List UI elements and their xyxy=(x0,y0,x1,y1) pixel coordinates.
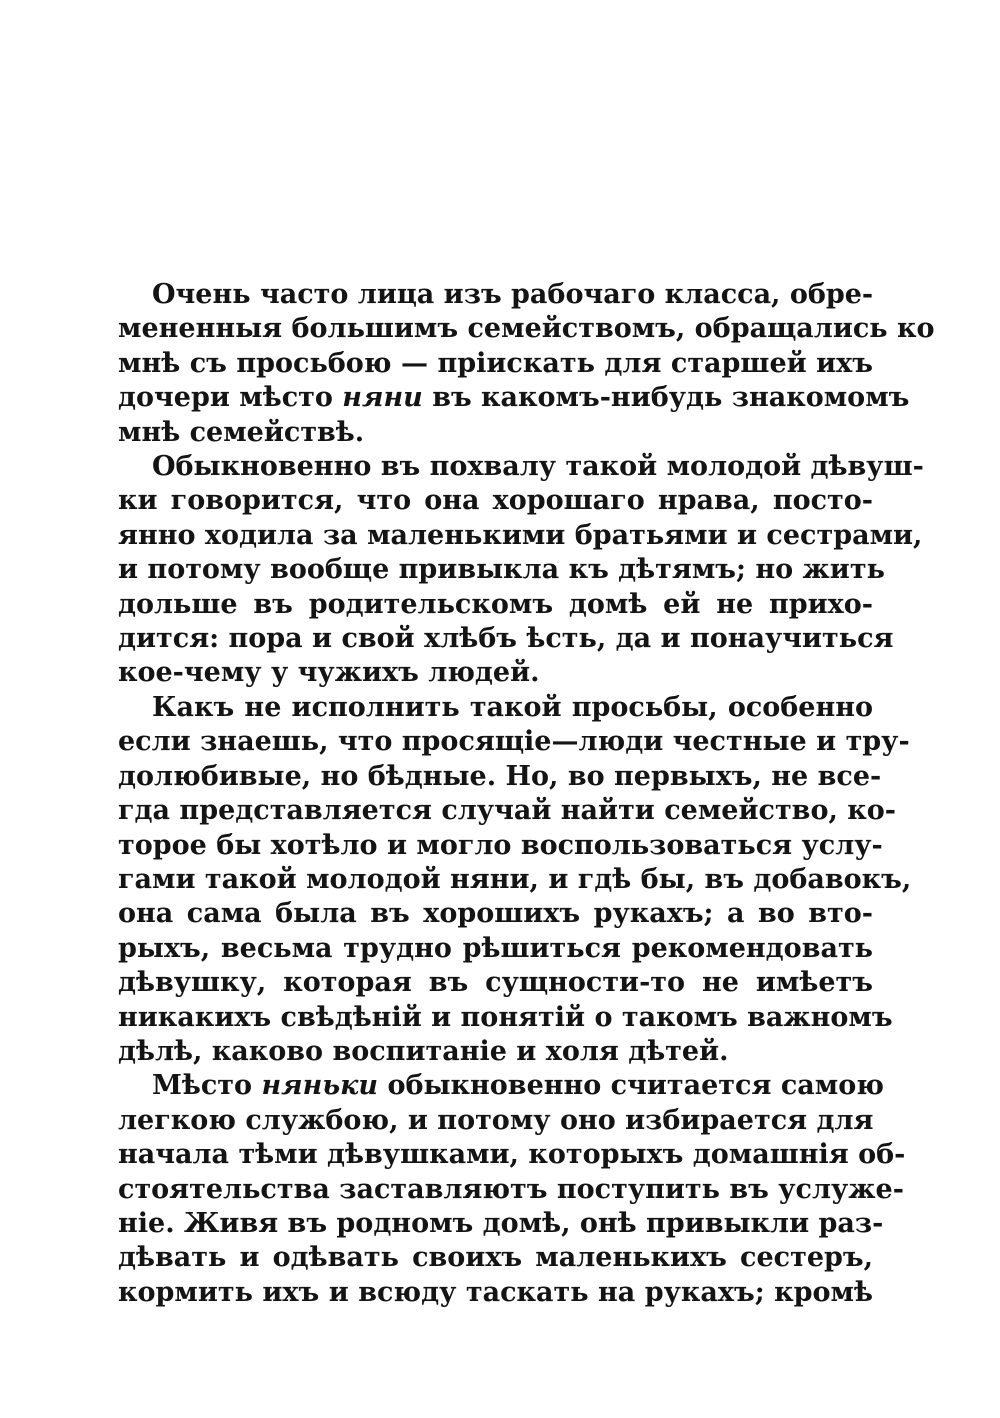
text-line: гами такой молодой няни, и гдѣ бы, въ добавокъ, xyxy=(118,863,912,895)
text-line: мнѣ семействѣ. xyxy=(118,416,365,448)
text-fragment: въ какомъ-нибудь знакомомъ xyxy=(432,382,910,414)
text-line: начала тѣми дѣвушками, которыхъ домашнія об- xyxy=(118,1139,906,1171)
text-line: если знаешь, что просящіе—люди честные и тру- xyxy=(118,726,910,758)
emphasized-word: няни xyxy=(342,382,423,414)
text-line: ніе. Живя въ родномъ домѣ, онѣ привыкли раз- xyxy=(118,1207,884,1239)
text-line: дѣвать и одѣвать своихъ маленькихъ сестеръ, xyxy=(118,1242,873,1274)
text-line: легкою службою, и потому оно избирается для xyxy=(118,1104,874,1136)
paragraph-1 xyxy=(118,278,935,450)
text-line-with-emphasis xyxy=(118,1069,884,1103)
paragraph-4 xyxy=(118,1069,906,1310)
text-line: кормить ихъ и всюду таскать на рукахъ; кромѣ xyxy=(118,1276,873,1308)
text-line: никакихъ свѣдѣній и понятій о такомъ важномъ xyxy=(118,1001,893,1033)
text-line: гда представляется случай найти семейство, ко- xyxy=(118,795,896,827)
text-line: Очень часто лица изъ рабочаго класса, обре- xyxy=(152,279,874,310)
paragraph-3 xyxy=(118,691,912,1069)
text-line: Какъ не исполнить такой просьбы, особенно xyxy=(152,691,873,723)
text-fragment: дочери мѣсто xyxy=(118,382,333,414)
paragraph-2 xyxy=(118,450,924,691)
text-fragment: обыкновенно считается самою xyxy=(387,1070,884,1102)
text-line: янно ходила за маленькими братьями и сестрами, xyxy=(118,519,923,551)
text-line: кое-чему у чужихъ людей. xyxy=(118,657,540,689)
text-fragment: Мѣсто xyxy=(152,1070,253,1102)
text-line: ки говорится, что она хорошаго нрава, посто- xyxy=(118,485,873,517)
emphasized-word: няньки xyxy=(261,1070,379,1102)
text-line: дится: пора и свой хлѣбъ ѣсть, да и понаучиться xyxy=(118,623,894,655)
body-text xyxy=(118,278,935,1310)
text-line: Обыкновенно въ похвалу такой молодой дѣвуш- xyxy=(152,451,924,483)
text-line: она сама была въ хорошихъ рукахъ; а во вто- xyxy=(118,898,873,930)
text-line: дѣлѣ, каково воспитаніе и холя дѣтей. xyxy=(118,1035,729,1067)
text-line: мененныя большимъ семействомъ, обращались ко xyxy=(118,313,935,345)
text-line: рыхъ, весьма трудно рѣшиться рекомендовать xyxy=(118,932,873,964)
text-line: долюбивые, но бѣдные. Но, во первыхъ, не все- xyxy=(118,760,882,792)
text-line: дольше въ родительскомъ домѣ ей не прихо- xyxy=(118,588,873,620)
text-line: торое бы хотѣло и могло воспользоваться услу- xyxy=(118,829,883,861)
text-line: дѣвушку, которая въ сущности-то не имѣетъ xyxy=(118,967,873,999)
text-line: стоятельства заставляютъ поступить въ услуже- xyxy=(118,1173,904,1205)
text-line: и потому вообще привыкла къ дѣтямъ; но жить xyxy=(118,554,885,586)
text-line: мнѣ съ просьбою — пріискать для старшей ихъ xyxy=(118,347,873,379)
text-line-with-emphasis xyxy=(118,381,910,415)
